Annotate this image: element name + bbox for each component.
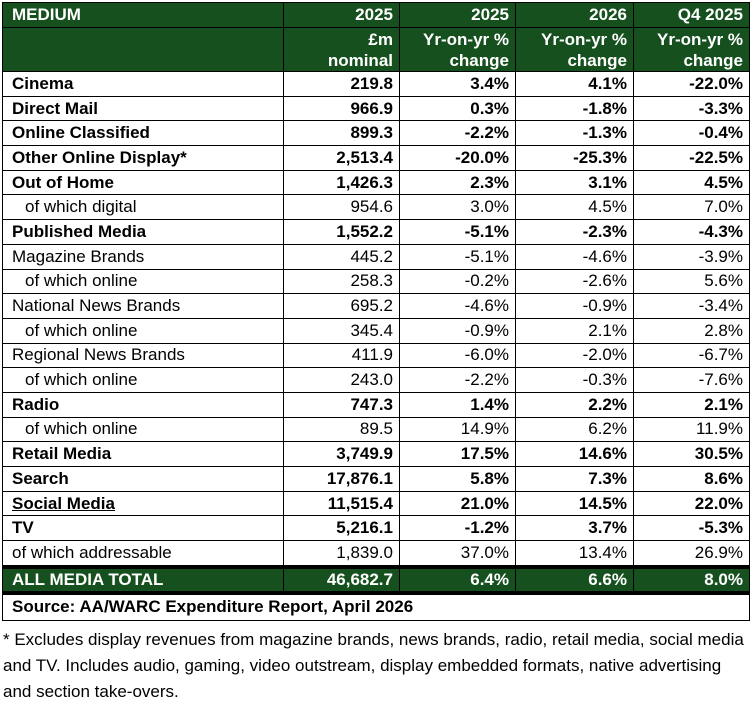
row-yoy-q4: 30.5% bbox=[634, 442, 750, 467]
row-nominal: 243.0 bbox=[284, 368, 400, 393]
row-nominal: 5,216.1 bbox=[284, 516, 400, 541]
row-yoy-q4: -22.5% bbox=[634, 146, 750, 171]
source-row bbox=[3, 593, 750, 621]
row-yoy-q4: 8.6% bbox=[634, 467, 750, 492]
row-nominal: 89.5 bbox=[284, 417, 400, 442]
row-yoy-q4: -5.3% bbox=[634, 516, 750, 541]
header-unit-line1: Yr-on-yr % bbox=[541, 29, 627, 49]
row-yoy-q4: 26.9% bbox=[634, 541, 750, 567]
header-medium: MEDIUM bbox=[3, 3, 284, 28]
row-yoy-2026: -25.3% bbox=[516, 146, 634, 171]
row-yoy-2026: -2.3% bbox=[516, 220, 634, 245]
row-nominal: 258.3 bbox=[284, 269, 400, 294]
row-yoy-2026: 14.5% bbox=[516, 491, 634, 516]
row-yoy-q4: -0.4% bbox=[634, 121, 750, 146]
row-yoy-2025: -6.0% bbox=[400, 343, 516, 368]
adspend-table bbox=[2, 2, 750, 621]
row-nominal: 695.2 bbox=[284, 294, 400, 319]
row-yoy-q4: 2.8% bbox=[634, 318, 750, 343]
table-row bbox=[3, 368, 750, 393]
table-row bbox=[3, 195, 750, 220]
row-nominal: 2,513.4 bbox=[284, 146, 400, 171]
table-row bbox=[3, 491, 750, 516]
row-label-link[interactable]: Social Media bbox=[12, 493, 115, 513]
row-yoy-q4: -3.3% bbox=[634, 96, 750, 121]
row-label bbox=[3, 491, 284, 516]
row-nominal: 17,876.1 bbox=[284, 467, 400, 492]
table-row bbox=[3, 392, 750, 417]
row-nominal: 445.2 bbox=[284, 244, 400, 269]
row-label: Radio bbox=[3, 392, 284, 417]
header-unit-yoy-2026 bbox=[516, 28, 634, 72]
header-row-units bbox=[3, 28, 750, 72]
row-yoy-2025: 37.0% bbox=[400, 541, 516, 567]
header-unit-yoy-q4 bbox=[634, 28, 750, 72]
table-row bbox=[3, 244, 750, 269]
row-yoy-2026: 2.1% bbox=[516, 318, 634, 343]
total-nominal: 46,682.7 bbox=[284, 567, 400, 593]
header-unit-yoy-2025 bbox=[400, 28, 516, 72]
table-row bbox=[3, 220, 750, 245]
table-row bbox=[3, 96, 750, 121]
row-label: of which digital bbox=[3, 195, 284, 220]
row-label: Regional News Brands bbox=[3, 343, 284, 368]
total-label: ALL MEDIA TOTAL bbox=[3, 567, 284, 593]
header-unit-line2: change bbox=[567, 50, 627, 70]
table-row bbox=[3, 467, 750, 492]
row-yoy-2026: 4.5% bbox=[516, 195, 634, 220]
table-row bbox=[3, 541, 750, 567]
row-yoy-q4: 5.6% bbox=[634, 269, 750, 294]
row-yoy-2026: -2.6% bbox=[516, 269, 634, 294]
row-yoy-2025: -0.9% bbox=[400, 318, 516, 343]
row-yoy-q4: 2.1% bbox=[634, 392, 750, 417]
table-row bbox=[3, 72, 750, 97]
total-yoy-2026: 6.6% bbox=[516, 567, 634, 593]
row-nominal: 219.8 bbox=[284, 72, 400, 97]
row-yoy-2025: -5.1% bbox=[400, 220, 516, 245]
row-yoy-2025: -5.1% bbox=[400, 244, 516, 269]
row-yoy-2026: -4.6% bbox=[516, 244, 634, 269]
row-nominal: 966.9 bbox=[284, 96, 400, 121]
table-row bbox=[3, 343, 750, 368]
row-yoy-2026: -1.8% bbox=[516, 96, 634, 121]
row-nominal: 11,515.4 bbox=[284, 491, 400, 516]
header-blank bbox=[3, 28, 284, 72]
row-label: Cinema bbox=[3, 72, 284, 97]
row-yoy-q4: 4.5% bbox=[634, 170, 750, 195]
total-row bbox=[3, 567, 750, 593]
row-yoy-2025: 3.0% bbox=[400, 195, 516, 220]
row-label: Magazine Brands bbox=[3, 244, 284, 269]
row-label: Online Classified bbox=[3, 121, 284, 146]
row-label: Direct Mail bbox=[3, 96, 284, 121]
row-yoy-2026: -0.9% bbox=[516, 294, 634, 319]
table-row bbox=[3, 442, 750, 467]
row-yoy-2025: 1.4% bbox=[400, 392, 516, 417]
row-label: Out of Home bbox=[3, 170, 284, 195]
row-yoy-q4: -3.9% bbox=[634, 244, 750, 269]
row-nominal: 1,426.3 bbox=[284, 170, 400, 195]
table-row bbox=[3, 417, 750, 442]
row-yoy-2026: 13.4% bbox=[516, 541, 634, 567]
row-yoy-2026: -0.3% bbox=[516, 368, 634, 393]
row-yoy-q4: -3.4% bbox=[634, 294, 750, 319]
row-yoy-2025: 0.3% bbox=[400, 96, 516, 121]
table-row bbox=[3, 121, 750, 146]
row-yoy-q4: -6.7% bbox=[634, 343, 750, 368]
row-yoy-q4: 22.0% bbox=[634, 491, 750, 516]
table-row bbox=[3, 146, 750, 171]
row-yoy-q4: 7.0% bbox=[634, 195, 750, 220]
header-unit-line1: £m bbox=[368, 29, 393, 49]
row-yoy-2026: -1.3% bbox=[516, 121, 634, 146]
row-yoy-2025: -4.6% bbox=[400, 294, 516, 319]
row-yoy-q4: 11.9% bbox=[634, 417, 750, 442]
header-2025-yoy: 2025 bbox=[400, 3, 516, 28]
row-yoy-2025: -2.2% bbox=[400, 368, 516, 393]
row-yoy-2026: 14.6% bbox=[516, 442, 634, 467]
row-yoy-2025: -0.2% bbox=[400, 269, 516, 294]
table-row bbox=[3, 269, 750, 294]
row-nominal: 1,552.2 bbox=[284, 220, 400, 245]
row-yoy-2026: 7.3% bbox=[516, 467, 634, 492]
row-label: of which online bbox=[3, 269, 284, 294]
total-yoy-q4: 8.0% bbox=[634, 567, 750, 593]
footnote: * Excludes display revenues from magazine brands, news brands, radio, retail media, social media and TV. Includes audio, gaming, video outstream, display embedded formats, native advertising and section take-overs. bbox=[3, 630, 744, 701]
row-nominal: 345.4 bbox=[284, 318, 400, 343]
table-row bbox=[3, 170, 750, 195]
source-text: Source: AA/WARC Expenditure Report, April 2026 bbox=[3, 593, 750, 621]
row-yoy-2025: -2.2% bbox=[400, 121, 516, 146]
header-q4-2025-yoy: Q4 2025 bbox=[634, 3, 750, 28]
row-label: National News Brands bbox=[3, 294, 284, 319]
row-yoy-2026: -2.0% bbox=[516, 343, 634, 368]
row-label: of which online bbox=[3, 417, 284, 442]
table-row bbox=[3, 318, 750, 343]
row-label: Published Media bbox=[3, 220, 284, 245]
total-yoy-2025: 6.4% bbox=[400, 567, 516, 593]
row-yoy-2026: 6.2% bbox=[516, 417, 634, 442]
row-yoy-2026: 3.7% bbox=[516, 516, 634, 541]
row-label: Retail Media bbox=[3, 442, 284, 467]
header-2025-nominal: 2025 bbox=[284, 3, 400, 28]
row-yoy-2025: 17.5% bbox=[400, 442, 516, 467]
row-nominal: 1,839.0 bbox=[284, 541, 400, 567]
header-unit-nominal bbox=[284, 28, 400, 72]
header-row-years bbox=[3, 3, 750, 28]
row-nominal: 899.3 bbox=[284, 121, 400, 146]
row-yoy-2026: 2.2% bbox=[516, 392, 634, 417]
row-yoy-2025: -1.2% bbox=[400, 516, 516, 541]
row-label: Other Online Display* bbox=[3, 146, 284, 171]
header-unit-line1: Yr-on-yr % bbox=[657, 29, 743, 49]
row-label: Search bbox=[3, 467, 284, 492]
row-label: of which online bbox=[3, 318, 284, 343]
row-yoy-q4: -22.0% bbox=[634, 72, 750, 97]
header-unit-line2: change bbox=[683, 50, 743, 70]
row-nominal: 411.9 bbox=[284, 343, 400, 368]
row-yoy-2025: 2.3% bbox=[400, 170, 516, 195]
row-yoy-2025: 21.0% bbox=[400, 491, 516, 516]
row-yoy-q4: -4.3% bbox=[634, 220, 750, 245]
row-yoy-2026: 4.1% bbox=[516, 72, 634, 97]
header-unit-line2: nominal bbox=[327, 50, 393, 70]
row-yoy-2025: 3.4% bbox=[400, 72, 516, 97]
row-yoy-q4: -7.6% bbox=[634, 368, 750, 393]
row-yoy-2025: -20.0% bbox=[400, 146, 516, 171]
table-row bbox=[3, 294, 750, 319]
row-label: of which addressable bbox=[3, 541, 284, 567]
row-label: of which online bbox=[3, 368, 284, 393]
row-yoy-2025: 5.8% bbox=[400, 467, 516, 492]
row-yoy-2026: 3.1% bbox=[516, 170, 634, 195]
row-yoy-2025: 14.9% bbox=[400, 417, 516, 442]
row-nominal: 747.3 bbox=[284, 392, 400, 417]
row-nominal: 3,749.9 bbox=[284, 442, 400, 467]
header-2026-yoy: 2026 bbox=[516, 3, 634, 28]
header-unit-line2: change bbox=[449, 50, 509, 70]
row-label: TV bbox=[3, 516, 284, 541]
row-nominal: 954.6 bbox=[284, 195, 400, 220]
table-row bbox=[3, 516, 750, 541]
header-unit-line1: Yr-on-yr % bbox=[423, 29, 509, 49]
